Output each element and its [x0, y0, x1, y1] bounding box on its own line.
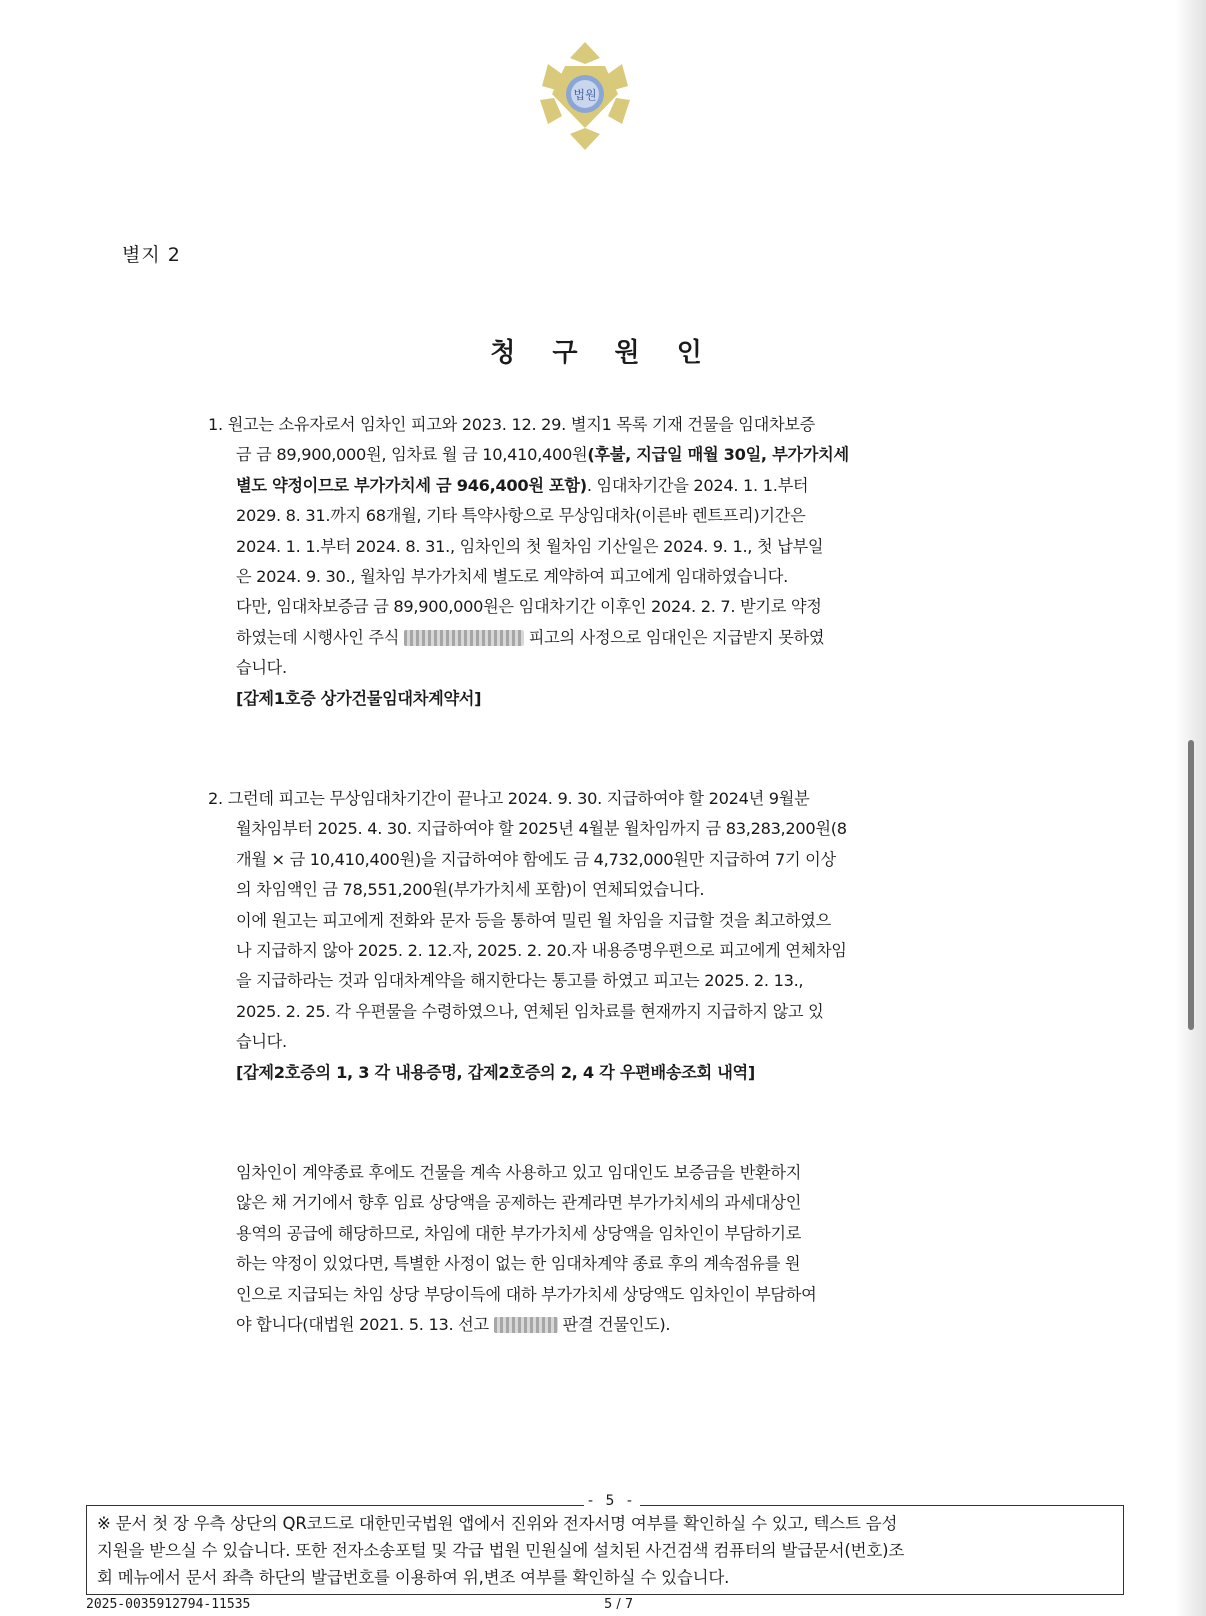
text-span: 금 금 89,900,000원, 임차료 월 금 10,410,400원	[236, 445, 588, 465]
text-span: . 임대차기간을 2024. 1. 1.부터	[586, 475, 809, 495]
evidence-reference: [갑제1호증 상가건물임대차계약서]	[236, 688, 482, 708]
text-line	[208, 440, 968, 470]
issue-number: 2025-0035912794-11535	[86, 1597, 251, 1612]
text-line: 을 지급하라는 것과 임대차계약을 해지한다는 통고를 하였고 피고는 2025. 2. 13.,	[236, 971, 804, 991]
section-1	[208, 410, 968, 714]
text-span: 판결 건물인도).	[557, 1314, 671, 1334]
scrollbar-thumb[interactable]	[1188, 740, 1194, 1030]
text-line: 1. 원고는 소유자로서 임차인 피고와 2023. 12. 29. 별지1 목록 기재 건물을 임대차보증	[208, 415, 815, 434]
text-span-bold: (후불, 지급일 매월 30일, 부가가치세	[587, 445, 849, 465]
text-line: 2025. 2. 25. 각 우편물을 수령하였으나, 연체된 임차료를 현재까지 지급하지 않고 있	[236, 1001, 824, 1021]
text-line: 이에 원고는 피고에게 전화와 문자 등을 통하여 밀린 월 차임을 지급할 것을 최고하였으	[236, 910, 831, 930]
text-line: 의 차임액인 금 78,551,200원(부가가치세 포함)이 연체되었습니다.	[236, 880, 705, 900]
verification-notice	[86, 1505, 1124, 1595]
text-line	[208, 623, 968, 653]
text-span: 야 합니다(대법원 2021. 5. 13. 선고	[236, 1314, 494, 1334]
text-line: 은 2024. 9. 30., 월차임 부가가치세 별도로 계약하여 피고에게 임대하였습니다.	[236, 566, 788, 586]
text-span: 하였는데 시행사인 주식	[236, 627, 400, 647]
emblem-text: 법원	[573, 88, 597, 102]
redacted-text	[404, 630, 524, 646]
text-line: 하는 약정이 있었다면, 특별한 사정이 없는 한 임대차계약 종료 후의 계속점유를 원	[236, 1254, 801, 1274]
page-of-total: 5 / 7	[604, 1597, 634, 1612]
text-line: 습니다.	[236, 658, 287, 678]
notice-line: ※ 문서 첫 장 우측 상단의 QR코드로 대한민국법원 앱에서 진위와 전자서명 여부를 확인하실 수 있고, 텍스트 음성	[97, 1514, 898, 1533]
section-2	[208, 784, 968, 1088]
court-emblem-icon	[530, 36, 640, 156]
redacted-text	[494, 1317, 558, 1333]
attachment-label: 별지 2	[122, 244, 181, 266]
text-line: 월차임부터 2025. 4. 30. 지급하여야 할 2025년 4월분 월차임까지 금 83,283,200원(8	[236, 819, 847, 839]
text-line	[208, 471, 968, 501]
page-number: - 5 -	[584, 1493, 640, 1509]
text-span-bold: 별도 약정이므로 부가가치세 금 946,400원 포함)	[236, 475, 587, 495]
notice-line: 회 메뉴에서 문서 좌측 하단의 발급번호를 이용하여 위,변조 여부를 확인하실 수 있습니다.	[97, 1568, 730, 1587]
text-line: 2024. 1. 1.부터 2024. 8. 31., 임차인의 첫 월차임 기산일은 2024. 9. 1., 첫 납부일	[236, 536, 824, 556]
text-line: 임차인이 계약종료 후에도 건물을 계속 사용하고 있고 임대인도 보증금을 반환하지	[236, 1163, 802, 1182]
text-line: 않은 채 거기에서 향후 임료 상당액을 공제하는 관계라면 부가가치세의 과세대상인	[236, 1193, 802, 1213]
text-line: 개월 × 금 10,410,400원)을 지급하여야 함에도 금 4,732,000원만 지급하여 7기 이상	[236, 849, 836, 869]
notice-line: 지원을 받으실 수 있습니다. 또한 전자소송포털 및 각급 법원 민원실에 설치된 사건검색 컴퓨터의 발급문서(번호)조	[97, 1541, 905, 1560]
page-title: 청 구 원 인	[490, 338, 716, 368]
text-line	[208, 1310, 968, 1340]
text-line: 2. 그런데 피고는 무상임대차기간이 끝나고 2024. 9. 30. 지급하여야 할 2024년 9월분	[208, 789, 810, 808]
text-line: 2029. 8. 31.까지 68개월, 기타 특약사항으로 무상임대차(이른바 렌트프리)기간은	[236, 506, 806, 526]
text-line: 습니다.	[236, 1032, 287, 1052]
section-3	[208, 1158, 968, 1340]
evidence-reference: [갑제2호증의 1, 3 각 내용증명, 갑제2호증의 2, 4 각 우편배송조회 내역]	[236, 1062, 755, 1082]
text-line: 인으로 지급되는 차임 상당 부당이득에 대하 부가가치세 상당액도 임차인이 부담하여	[236, 1284, 817, 1304]
text-span: 피고의 사정으로 임대인은 지급받지 못하였	[528, 627, 825, 647]
text-line: 용역의 공급에 해당하므로, 차임에 대한 부가가치세 상당액을 임차인이 부담하기로	[236, 1223, 802, 1243]
text-line: 다만, 임대차보증금 금 89,900,000원은 임대차기간 이후인 2024. 2. 7. 받기로 약정	[236, 597, 822, 617]
text-line: 나 지급하지 않아 2025. 2. 12.자, 2025. 2. 20.자 내용증명우편으로 피고에게 연체차임	[236, 940, 847, 960]
